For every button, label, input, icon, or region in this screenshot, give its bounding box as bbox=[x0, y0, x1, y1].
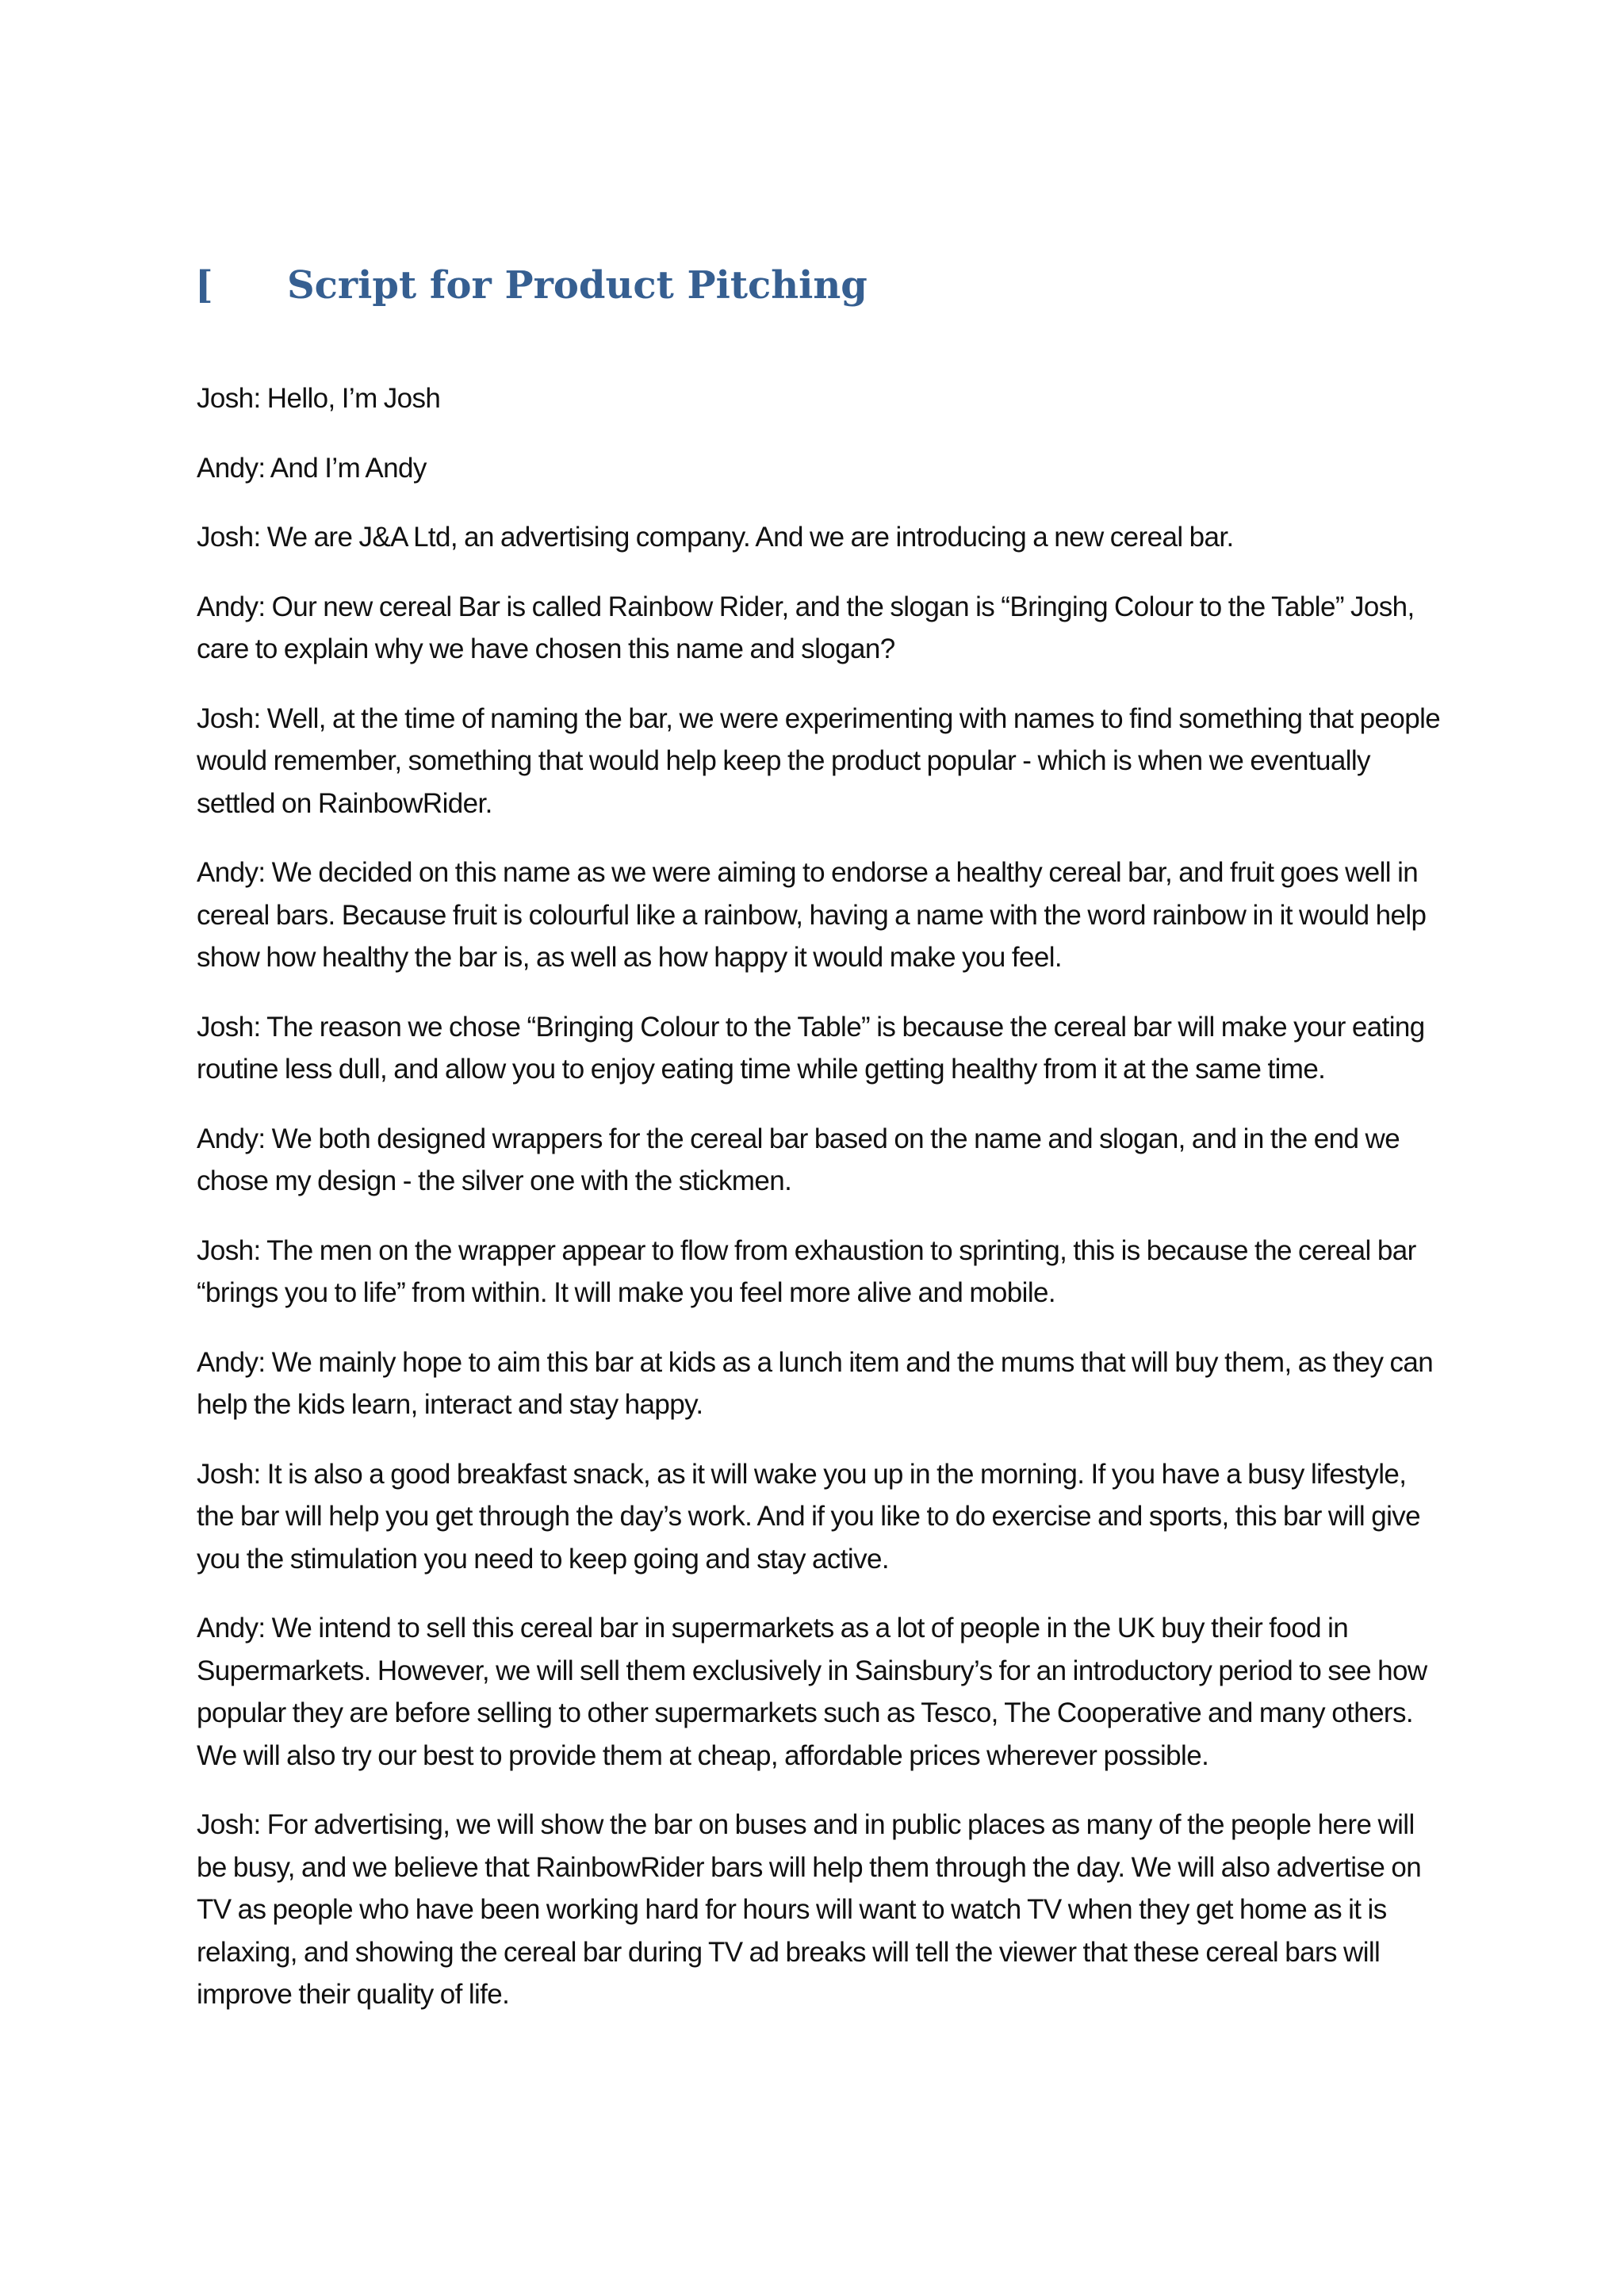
document-heading bbox=[195, 258, 1432, 321]
script-line: Andy: We mainly hope to aim this bar at kids as a lunch item and the mums that will buy them, as they can help the kids learn, interact and stay happy. bbox=[197, 1346, 1434, 1420]
script-body bbox=[197, 377, 1442, 2043]
heading-title: Script for Product Pitching bbox=[287, 263, 868, 308]
script-line: Josh: Well, at the time of naming the bar, we were experimenting with names to find something that people would remember, something that would help keep the product popular - which is when we eventually settled on RainbowRider. bbox=[197, 702, 1441, 819]
script-line: Andy: We decided on this name as we were aiming to endorse a healthy cereal bar, and fruit goes well in cereal bars. Because fruit is colourful like a rainbow, having a name with the word rainbow in it would help show how healthy the bar is, as well as how happy it would make you feel. bbox=[197, 857, 1427, 973]
script-line: Andy: We intend to sell this cereal bar in supermarkets as a lot of people in the UK buy their food in Supermarkets. However, we will sell them exclusively in Sainsbury’s for an introductory period to see how popular they are before selling to other supermarkets such as Tesco, The Cooperative and many others. We will also try our best to provide them at cheap, affordable prices wherever possible. bbox=[197, 1613, 1427, 1771]
script-line: Andy: And I’m Andy bbox=[197, 452, 427, 484]
script-line: Josh: The reason we chose “Bringing Colour to the Table” is because the cereal bar will make your eating routine less dull, and allow you to enjoy eating time while getting healthy from it at the same time. bbox=[197, 1011, 1425, 1085]
heading-marker: [ bbox=[195, 263, 213, 308]
script-line: Andy: Our new cereal Bar is called Rainbow Rider, and the slogan is “Bringing Colour to the Table” Josh, care to explain why we have chosen this name and slogan? bbox=[197, 591, 1415, 664]
script-line: Josh: For advertising, we will show the bar on buses and in public places as many of the people here will be busy, and we believe that RainbowRider bars will help them through the day. We will also advertise on TV as people who have been working hard for hours will want to watch TV when they get home as it is relaxing, and showing the cereal bar during TV ad breaks will tell the viewer that these cereal bars will improve their quality of life. bbox=[197, 1809, 1422, 2010]
script-line: Josh: Hello, I’m Josh bbox=[197, 383, 441, 414]
script-line: Josh: We are J&A Ltd, an advertising company. And we are introducing a new cereal bar. bbox=[197, 522, 1234, 553]
script-line: Josh: The men on the wrapper appear to flow from exhaustion to sprinting, this is because the cereal bar “brings you to life” from within. It will make you feel more alive and mobile. bbox=[197, 1234, 1416, 1308]
script-line: Andy: We both designed wrappers for the cereal bar based on the name and slogan, and in the end we chose my design - the silver one with the stickmen. bbox=[197, 1123, 1400, 1196]
script-line: Josh: It is also a good breakfast snack, as it will wake you up in the morning. If you have a busy lifestyle, the bar will help you get through the day’s work. And if you like to do exercise and sports, this bar will give you the stimulation you need to keep going and stay active. bbox=[197, 1458, 1421, 1575]
